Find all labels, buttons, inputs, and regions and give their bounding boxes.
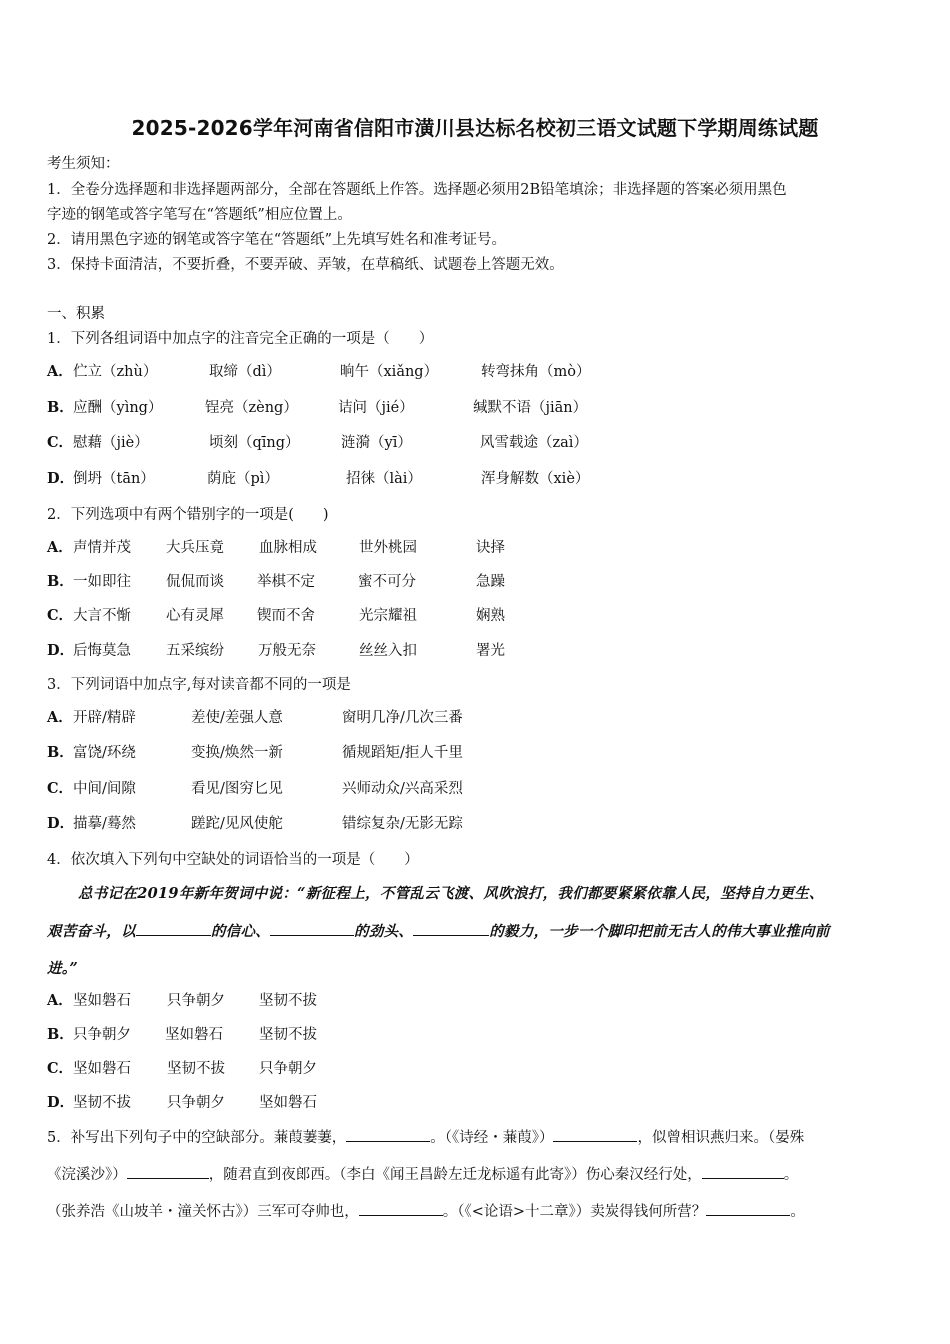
question-text: 。 — [783, 1167, 799, 1183]
option-item: 举棋不定 — [257, 574, 315, 590]
option-item: 世外桃园 — [359, 540, 417, 556]
option-label: C． — [47, 434, 74, 451]
option-item: 取缔（dì） — [209, 364, 281, 380]
option-item: 转弯抹角（mò） — [481, 364, 591, 380]
passage-text: 的信心、 — [210, 923, 271, 940]
option-item: 只争朝夕 — [73, 1027, 131, 1043]
question-4-option-a — [47, 989, 317, 1010]
passage-text: 的毅力，一步一个脚印把前无古人的伟大事业推向前 — [489, 923, 830, 940]
question-4-option-b — [47, 1023, 317, 1044]
option-label: B． — [47, 1026, 74, 1043]
option-item: 变换/焕然一新 — [191, 745, 283, 761]
option-item: 倒坍（tān） — [73, 471, 155, 487]
passage-text: 的劲头、 — [354, 923, 414, 940]
option-label: D． — [47, 1094, 75, 1111]
option-item: 坚如磐石 — [73, 1061, 131, 1077]
question-4-passage — [47, 920, 830, 941]
option-item: 顷刻（qīng） — [209, 435, 300, 451]
notice-item: 3．保持卡面清洁，不要折叠，不要弄破、弄皱，在草稿纸、试题卷上答题无效。 — [47, 257, 564, 273]
option-item: 急躁 — [476, 574, 505, 590]
option-item: 浑身解数（xiè） — [481, 471, 590, 487]
option-item: 侃侃而谈 — [166, 574, 224, 590]
option-item: 错综复杂/无影无踪 — [342, 816, 463, 832]
option-item: 只争朝夕 — [167, 993, 225, 1009]
option-item: 一如即往 — [73, 574, 131, 590]
question-4-option-d — [47, 1091, 317, 1112]
question-3-option-b — [47, 741, 463, 762]
notice-item: 字迹的钢笔或答字笔写在“答题纸”相应位置上。 — [47, 207, 352, 223]
question-1-option-a — [47, 360, 591, 381]
option-item: 晌午（xiǎng） — [340, 364, 439, 380]
question-text: 。（《<论语>十二章》）卖炭得钱何所营？ — [442, 1204, 707, 1220]
option-item: 风雪载途（zaì） — [480, 435, 588, 451]
question-3-option-c — [47, 777, 463, 798]
question-2-option-c — [47, 604, 505, 625]
option-item: 坚如磐石 — [165, 1027, 223, 1043]
option-item: 看见/图穷匕见 — [191, 781, 283, 797]
question-2-option-b — [47, 570, 505, 591]
question-4-passage: 进。” — [47, 960, 78, 977]
option-item: 伫立（zhù） — [73, 364, 158, 380]
option-item: 缄默不语（jiān） — [473, 400, 588, 416]
question-text: ，随君直到夜郎西。（李白《闻王昌龄左迁龙标遥有此寄》）伤心秦汉经行处， — [208, 1167, 702, 1183]
fill-blank — [270, 921, 354, 936]
option-item: 丝丝入扣 — [359, 643, 417, 659]
fill-blank — [346, 1127, 430, 1142]
page-title: 2025-2026学年河南省信阳市潢川县达标名校初三语文试题下学期周练试题 — [131, 116, 819, 140]
question-text: 。（《诗经・蒹葭》） — [430, 1130, 554, 1146]
question-2-option-a — [47, 536, 505, 557]
option-item: 应酬（yìng） — [73, 400, 163, 416]
option-item: 兴师动众/兴高采烈 — [342, 781, 463, 797]
question-text: 5．补写出下列句子中的空缺部分。蒹葭萋萋， — [47, 1130, 347, 1146]
question-text: 。 — [790, 1204, 805, 1220]
option-item: 涟漪（yī） — [341, 435, 412, 451]
fill-blank — [706, 1201, 790, 1216]
question-5-line — [47, 1126, 804, 1147]
question-3-stem: 3．下列词语中加点字,每对读音都不同的一项是 — [47, 677, 351, 693]
question-4-stem: 4．依次填入下列句中空缺处的词语恰当的一项是（ ） — [47, 852, 419, 868]
option-item: 富饶/环绕 — [73, 745, 136, 761]
option-label: A． — [47, 709, 73, 726]
option-item: 光宗耀祖 — [359, 608, 417, 624]
option-label: D． — [47, 470, 75, 487]
fill-blank — [702, 1164, 784, 1179]
question-5-line — [47, 1163, 798, 1184]
option-label: D． — [47, 642, 75, 659]
option-item: 心有灵犀 — [166, 608, 224, 624]
option-item: 描摹/蓦然 — [73, 816, 136, 832]
question-5-line — [47, 1200, 805, 1221]
question-2-option-d — [47, 639, 505, 660]
option-label: B． — [47, 744, 74, 761]
option-item: 坚韧不拔 — [259, 993, 317, 1009]
option-item: 坚韧不拔 — [259, 1027, 317, 1043]
option-item: 蹉跎/见风使舵 — [191, 816, 283, 832]
section-heading: 一、积累 — [47, 306, 105, 322]
fill-blank — [359, 1201, 443, 1216]
fill-blank — [136, 921, 211, 936]
question-1-stem: 1．下列各组词语中加点字的注音完全正确的一项是（ ） — [47, 331, 434, 347]
notice-item: 2．请用黑色字迹的钢笔或答字笔在“答题纸”上先填写姓名和准考证号。 — [47, 232, 507, 248]
option-item: 蜜不可分 — [358, 574, 416, 590]
passage-text: 艰苦奋斗，以 — [47, 923, 136, 940]
option-item: 五采缤纷 — [166, 643, 224, 659]
option-item: 锲而不舍 — [257, 608, 315, 624]
option-label: A． — [47, 992, 73, 1009]
option-item: 署光 — [476, 643, 505, 659]
option-item: 诘问（jié） — [338, 400, 414, 416]
question-text: （张养浩《山坡羊・潼关怀古》）三军可夺帅也， — [47, 1204, 359, 1220]
question-text: ，似曾相识燕归来。（晏殊 — [637, 1130, 805, 1146]
option-item: 锃亮（zèng） — [205, 400, 298, 416]
option-label: C． — [47, 1060, 74, 1077]
option-label: B． — [47, 399, 74, 416]
question-1-option-c — [47, 431, 588, 452]
question-4-option-c — [47, 1057, 317, 1078]
option-item: 大言不惭 — [73, 608, 131, 624]
option-item: 只争朝夕 — [259, 1061, 317, 1077]
option-item: 循规蹈矩/拒人千里 — [342, 745, 463, 761]
fill-blank — [413, 921, 489, 936]
option-label: D． — [47, 815, 75, 832]
option-item: 荫庇（pì） — [207, 471, 279, 487]
option-item: 坚韧不拔 — [73, 1095, 131, 1111]
option-item: 血脉相成 — [259, 540, 317, 556]
option-item: 慰藉（jiè） — [73, 435, 149, 451]
question-2-stem: 2．下列选项中有两个错别字的一项是( ) — [47, 507, 329, 523]
notice-item: 1．全卷分选择题和非选择题两部分，全部在答题纸上作答。选择题必须用2B铅笔填涂；非选择题的答案必须用黑色 — [47, 182, 787, 198]
option-item: 坚如磐石 — [73, 993, 131, 1009]
notice-heading: 考生须知： — [47, 156, 120, 172]
option-item: 坚韧不拔 — [167, 1061, 225, 1077]
question-4-passage: 总书记在2019年新年贺词中说：“新征程上，不管乱云飞渡、风吹浪打，我们都要紧紧依靠人民，坚持自力更生、 — [78, 885, 824, 902]
option-item: 只争朝夕 — [167, 1095, 225, 1111]
option-item: 诀择 — [476, 540, 505, 556]
option-item: 招徕（lài） — [346, 471, 422, 487]
question-3-option-d — [47, 812, 463, 833]
option-item: 差使/差强人意 — [191, 710, 283, 726]
option-item: 声情并茂 — [73, 540, 131, 556]
option-label: A． — [47, 539, 73, 556]
option-label: B． — [47, 573, 74, 590]
fill-blank — [127, 1164, 209, 1179]
fill-blank — [553, 1127, 637, 1142]
option-item: 中间/间隙 — [73, 781, 136, 797]
option-item: 坚如磐石 — [259, 1095, 317, 1111]
question-3-option-a — [47, 706, 463, 727]
option-item: 娴熟 — [476, 608, 505, 624]
option-item: 开辟/精辟 — [73, 710, 136, 726]
option-item: 大兵压竟 — [166, 540, 224, 556]
option-item: 万般无奈 — [258, 643, 316, 659]
question-1-option-b — [47, 396, 588, 417]
option-label: C． — [47, 780, 74, 797]
option-label: C． — [47, 607, 74, 624]
option-item: 窗明几净/几次三番 — [342, 710, 463, 726]
option-item: 后悔莫急 — [73, 643, 131, 659]
option-label: A． — [47, 363, 73, 380]
question-1-option-d — [47, 467, 590, 488]
question-text: 《浣溪沙》） — [47, 1167, 127, 1183]
